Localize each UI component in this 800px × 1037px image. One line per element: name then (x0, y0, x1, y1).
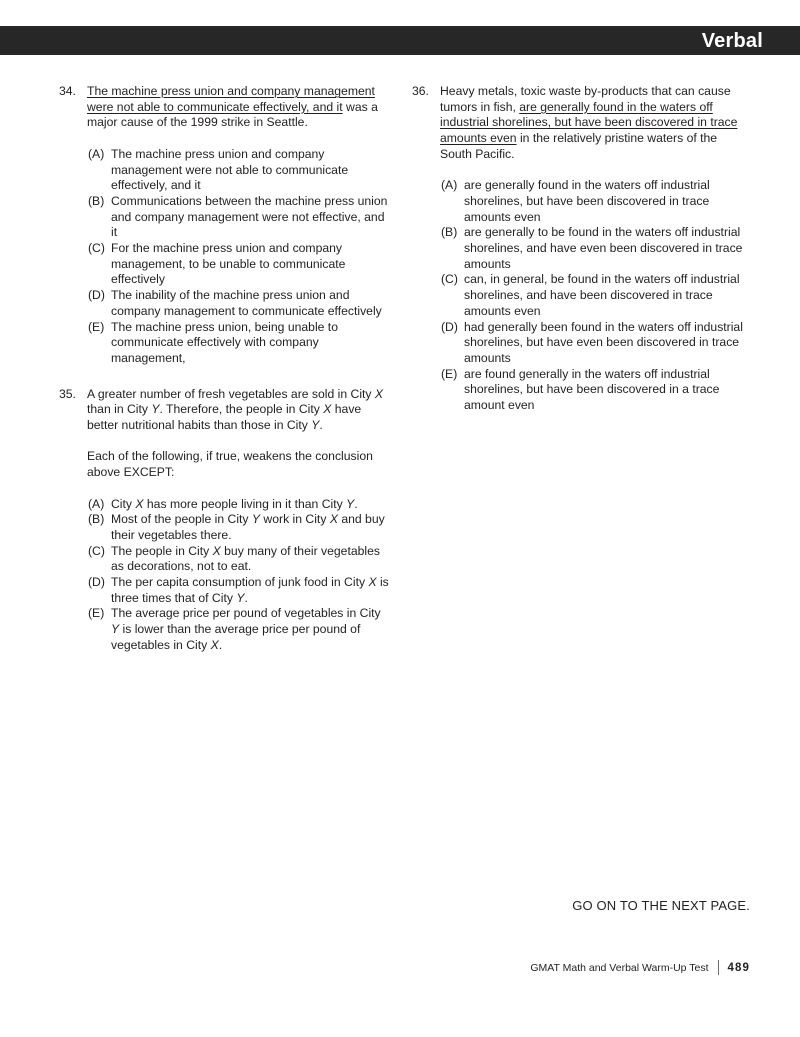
answer-choice-a[interactable] (441, 178, 752, 225)
answer-choice-c[interactable] (88, 241, 389, 288)
question-stem-underlined-part: are generally found in the waters off industrial shorelines, but have been discovered in trace amounts even (440, 99, 738, 146)
choice-letter: (B) (88, 512, 105, 527)
question-spacer (59, 367, 389, 387)
question-35 (59, 387, 389, 654)
answer-choice-e[interactable] (88, 320, 389, 367)
question-36 (412, 84, 752, 414)
question-number: 36. (412, 84, 429, 98)
answer-choices (441, 178, 752, 414)
choice-letter: (B) (88, 193, 105, 208)
answer-choice-b[interactable] (88, 194, 389, 241)
question-stem: A greater number of fresh vegetables are sold in City X than in City Y. Therefore, the people in City X have better nutritional habits than those in City Y. (87, 386, 384, 433)
choice-text: The average price per pound of vegetables in City Y is lower than the average price per pound of vegetables in City X. (111, 606, 381, 652)
question-stem-plain-part: was a major cause of the 1999 strike in Seattle. (87, 99, 378, 130)
answer-choice-d[interactable] (441, 320, 752, 367)
choice-letter: (C) (441, 272, 458, 287)
answer-choice-e[interactable] (441, 367, 752, 414)
continue-notice: GO ON TO THE NEXT PAGE. (572, 898, 750, 913)
choice-letter: (C) (88, 543, 105, 558)
choice-letter: (D) (441, 319, 458, 334)
choice-text: had generally been found in the waters off industrial shorelines, but have even been discovered in trace amounts (464, 319, 743, 365)
answer-choices (88, 497, 389, 654)
answer-choices (88, 147, 389, 367)
choice-letter: (C) (88, 241, 105, 256)
choice-letter: (E) (441, 366, 458, 381)
question-number: 35. (59, 386, 76, 401)
choice-letter: (D) (88, 288, 105, 303)
right-column (412, 84, 752, 414)
question-34 (59, 84, 389, 367)
choice-text: The machine press union and company management were not able to communicate effectively, and it (111, 146, 349, 193)
choice-text: The per capita consumption of junk food in City X is three times that of City Y. (111, 575, 389, 605)
choice-text: The inability of the machine press union and company management to communicate effectively (111, 288, 382, 318)
book-title: GMAT Math and Verbal Warm-Up Test (530, 961, 709, 974)
answer-choice-e[interactable] (88, 606, 389, 653)
choice-letter: (E) (88, 319, 105, 334)
choice-text: are generally to be found in the waters off industrial shorelines, and have even been discovered in trace amounts (464, 225, 743, 271)
choice-text: For the machine press union and company management, to be unable to communicate effectively (111, 241, 346, 287)
page-footer (530, 960, 750, 975)
choice-letter: (A) (441, 178, 458, 193)
question-stem-underlined-part: The machine press union and company management were not able to communicate effectively, and it (87, 84, 375, 114)
answer-choice-a[interactable] (88, 497, 389, 513)
answer-choice-a[interactable] (88, 147, 389, 194)
choice-text: The people in City X buy many of their vegetables as decorations, not to eat. (111, 543, 380, 574)
section-header-band (0, 26, 800, 55)
answer-choice-d[interactable] (88, 575, 389, 606)
choice-letter: (D) (88, 575, 105, 590)
section-title: Verbal (701, 29, 763, 52)
choice-text: can, in general, be found in the waters off industrial shorelines, and have been discovered in trace amounts even (464, 272, 740, 318)
question-stem-plain-part-lead: Heavy metals, toxic waste by-products that can cause tumors in fish, (440, 84, 731, 114)
question-stem (440, 84, 752, 163)
choice-letter: (A) (88, 146, 105, 161)
answer-choice-d[interactable] (88, 288, 389, 319)
question-number: 34. (59, 84, 76, 98)
answer-choice-c[interactable] (441, 272, 752, 319)
answer-choice-c[interactable] (88, 544, 389, 575)
question-stem-plain-part-tail: in the relatively pristine waters of the South Pacific. (440, 131, 718, 161)
question-stem (87, 84, 389, 131)
choice-letter: (B) (441, 225, 458, 240)
choice-text: The machine press union, being unable to communicate effectively with company management, (111, 319, 338, 365)
choice-text: are generally found in the waters off industrial shorelines, but have been discovered in trace amounts even (464, 178, 710, 224)
choice-letter: (A) (88, 496, 105, 511)
page-number: 489 (727, 961, 750, 974)
answer-choice-b[interactable] (441, 225, 752, 272)
choice-letter: (E) (88, 606, 105, 621)
answer-choice-b[interactable] (88, 512, 389, 543)
choice-text: City X has more people living in it than City Y. (111, 496, 358, 511)
question-instruction: Each of the following, if true, weakens the conclusion above EXCEPT: (87, 449, 373, 480)
choice-text: Most of the people in City Y work in City X and buy their vegetables there. (111, 512, 385, 542)
choice-text: Communications between the machine press union and company management were not effective, and it (111, 193, 388, 240)
footer-divider (718, 960, 719, 975)
left-column (59, 84, 389, 654)
choice-text: are found generally in the waters off industrial shorelines, but have been discovered in a trace amount even (464, 366, 720, 413)
